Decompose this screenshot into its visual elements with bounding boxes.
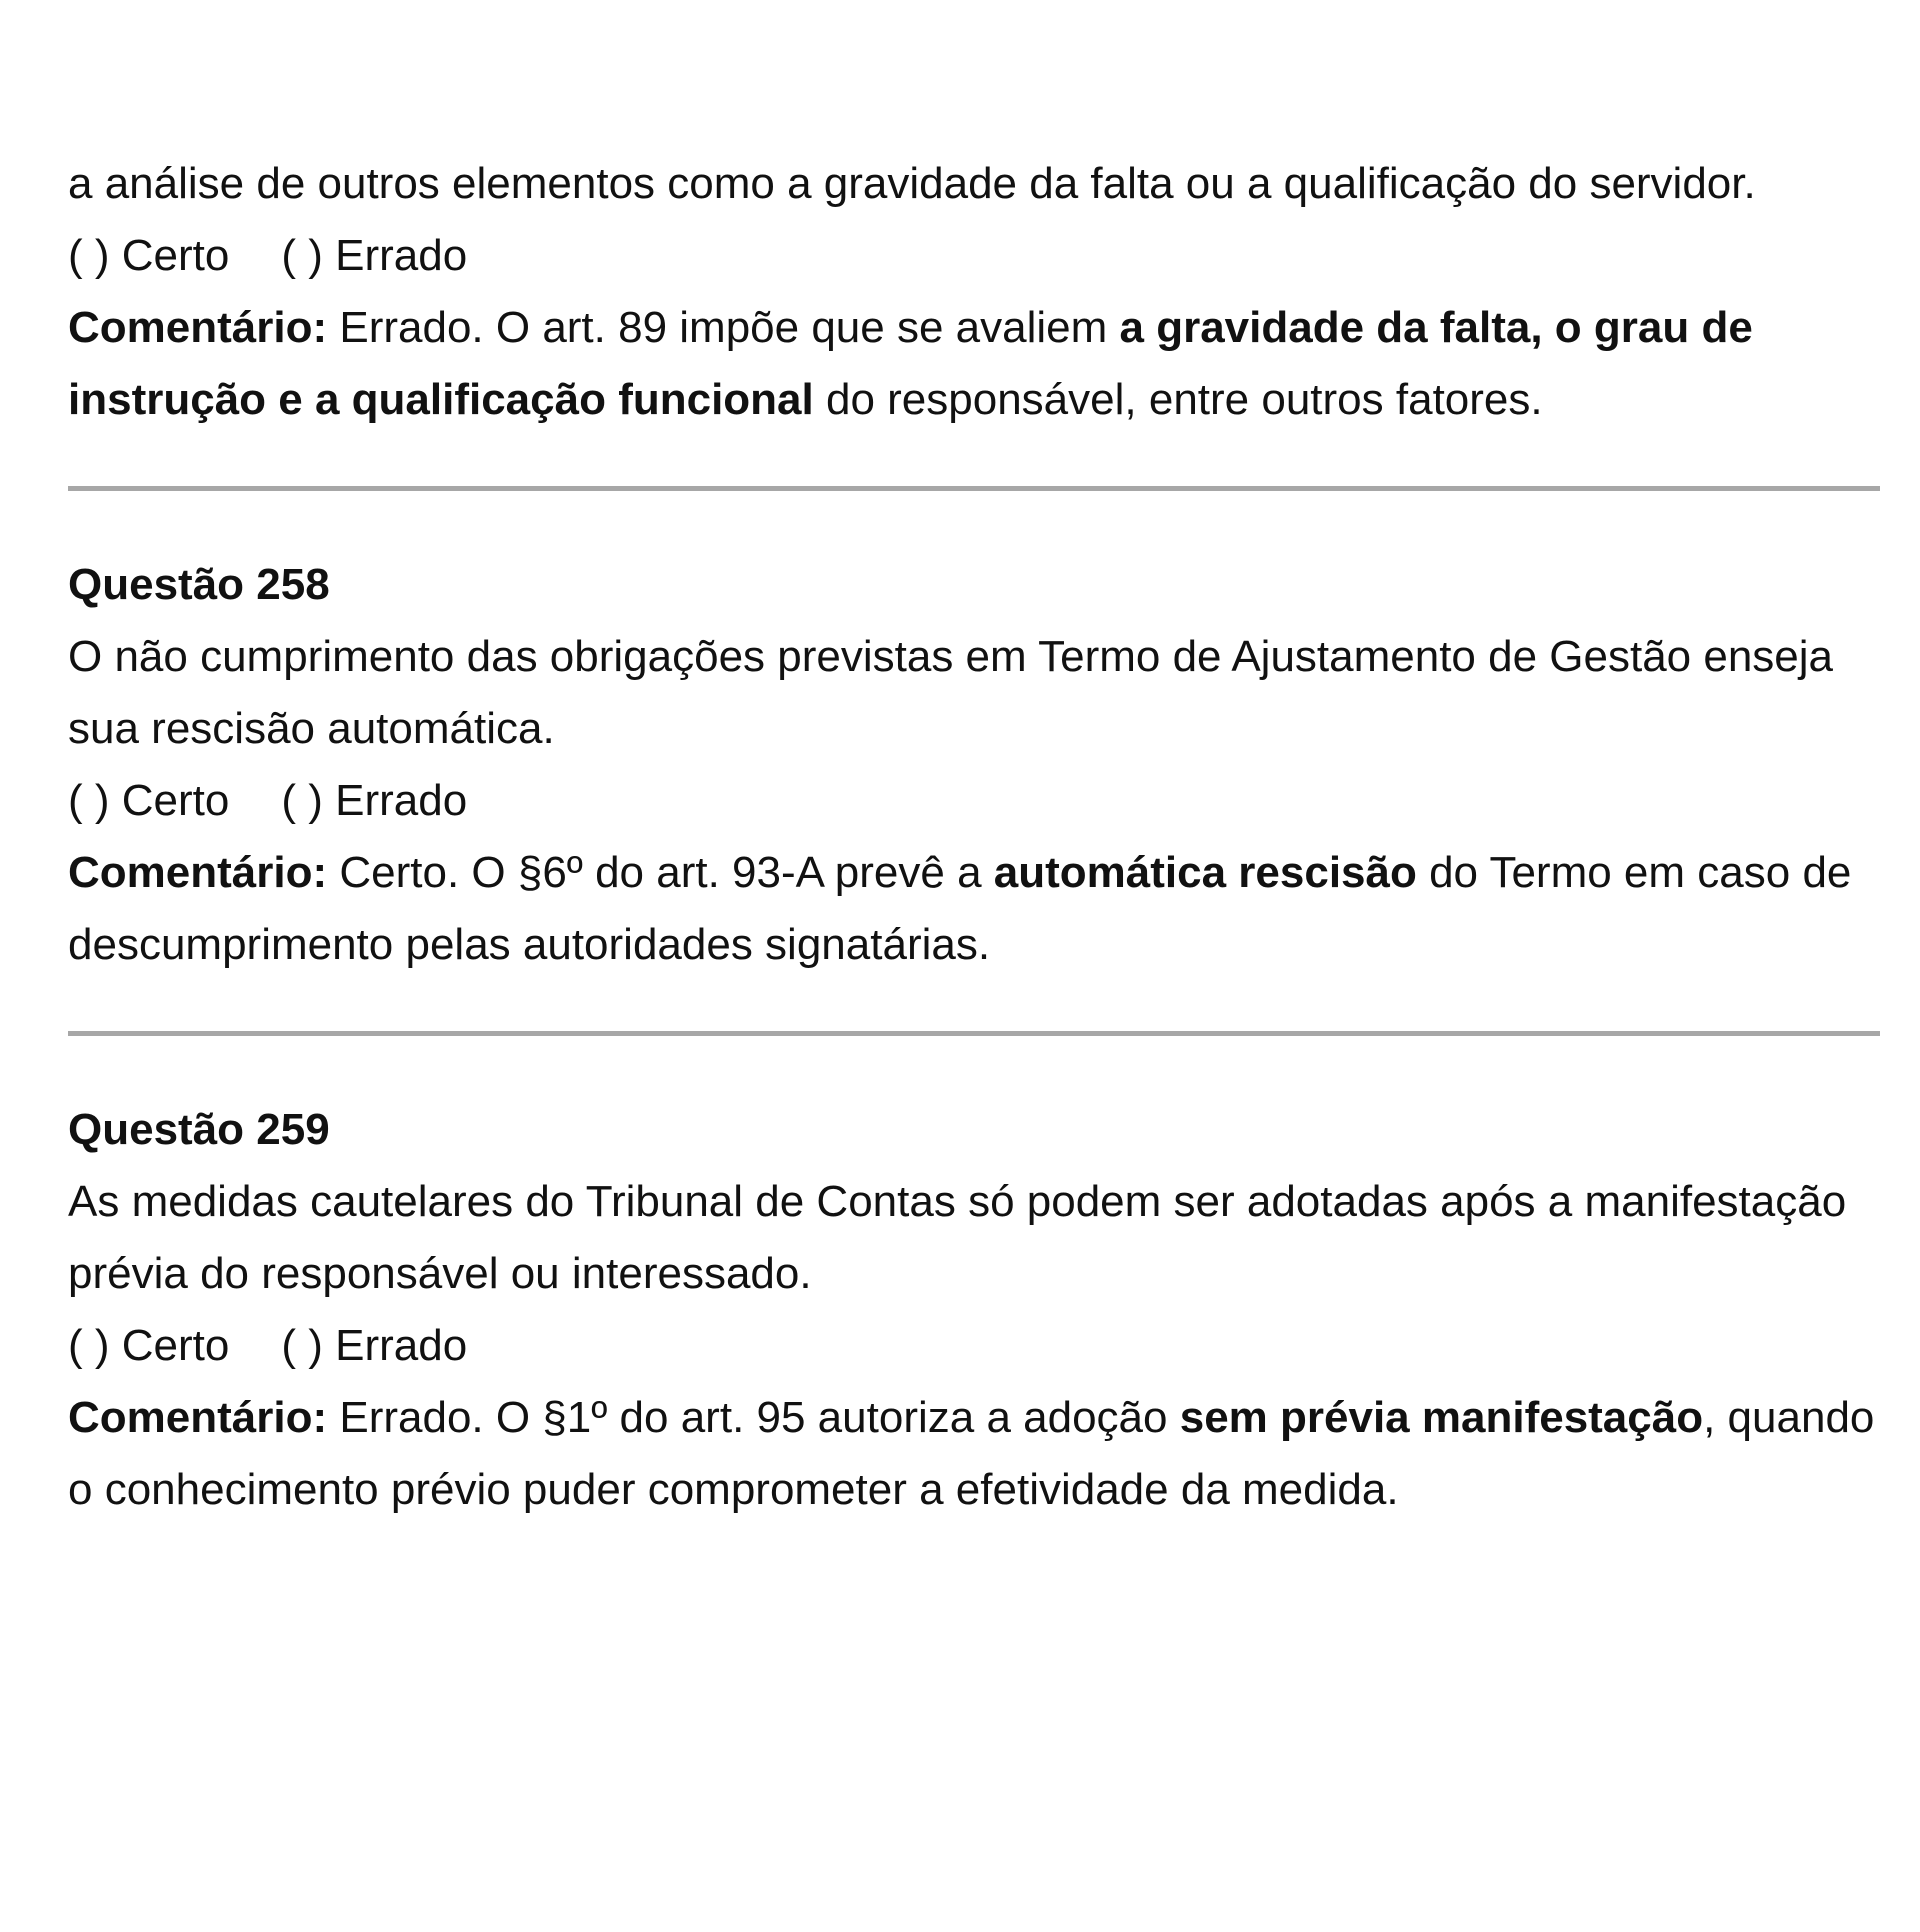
option-errado: ( ) Errado xyxy=(281,231,468,280)
question-258 xyxy=(68,549,1878,981)
option-errado: ( ) Errado xyxy=(281,776,468,825)
comment-text: , quando o conhecimento prévio puder comprometer a efetividade da medida. xyxy=(68,1393,1875,1514)
comment-text: Certo. O §6º do art. 93-A prevê a xyxy=(327,848,994,897)
comment-emphasis: a gravidade da falta, o grau de instrução e a qualificação funcional xyxy=(68,303,1753,424)
answer-options xyxy=(68,1310,1878,1382)
comment-emphasis: sem prévia manifestação xyxy=(1179,1393,1704,1442)
comment-label: Comentário: xyxy=(68,1393,328,1442)
option-certo: ( ) Certo xyxy=(68,776,230,825)
question-title: Questão 259 xyxy=(68,1105,330,1154)
comment xyxy=(68,292,1878,436)
question-text: O não cumprimento das obrigações previstas em Termo de Ajustamento de Gestão enseja sua rescisão automática. xyxy=(68,632,1834,753)
comment-text: do responsável, entre outros fatores. xyxy=(813,375,1543,424)
comment-label: Comentário: xyxy=(68,848,328,897)
question-text: a análise de outros elementos como a gravidade da falta ou a qualificação do servidor. xyxy=(68,159,1756,208)
question-title: Questão 258 xyxy=(68,560,330,609)
comment-label: Comentário: xyxy=(68,303,328,352)
comment xyxy=(68,1382,1878,1526)
comment xyxy=(68,837,1878,981)
comment-text: Errado. O §1º do art. 95 autoriza a adoção xyxy=(327,1393,1180,1442)
document-page xyxy=(68,148,1878,1526)
option-certo: ( ) Certo xyxy=(68,1321,230,1370)
previous-question xyxy=(68,148,1878,436)
answer-options xyxy=(68,220,1878,292)
question-text: As medidas cautelares do Tribunal de Contas só podem ser adotadas após a manifestação prévia do responsável ou interessado. xyxy=(68,1177,1847,1298)
option-certo: ( ) Certo xyxy=(68,231,230,280)
question-259 xyxy=(68,1094,1878,1526)
comment-text: do Termo em caso de descumprimento pelas autoridades signatárias. xyxy=(68,848,1852,969)
option-errado: ( ) Errado xyxy=(281,1321,468,1370)
comment-emphasis: automática rescisão xyxy=(993,848,1417,897)
answer-options xyxy=(68,765,1878,837)
comment-text: Errado. O art. 89 impõe que se avaliem xyxy=(327,303,1120,352)
